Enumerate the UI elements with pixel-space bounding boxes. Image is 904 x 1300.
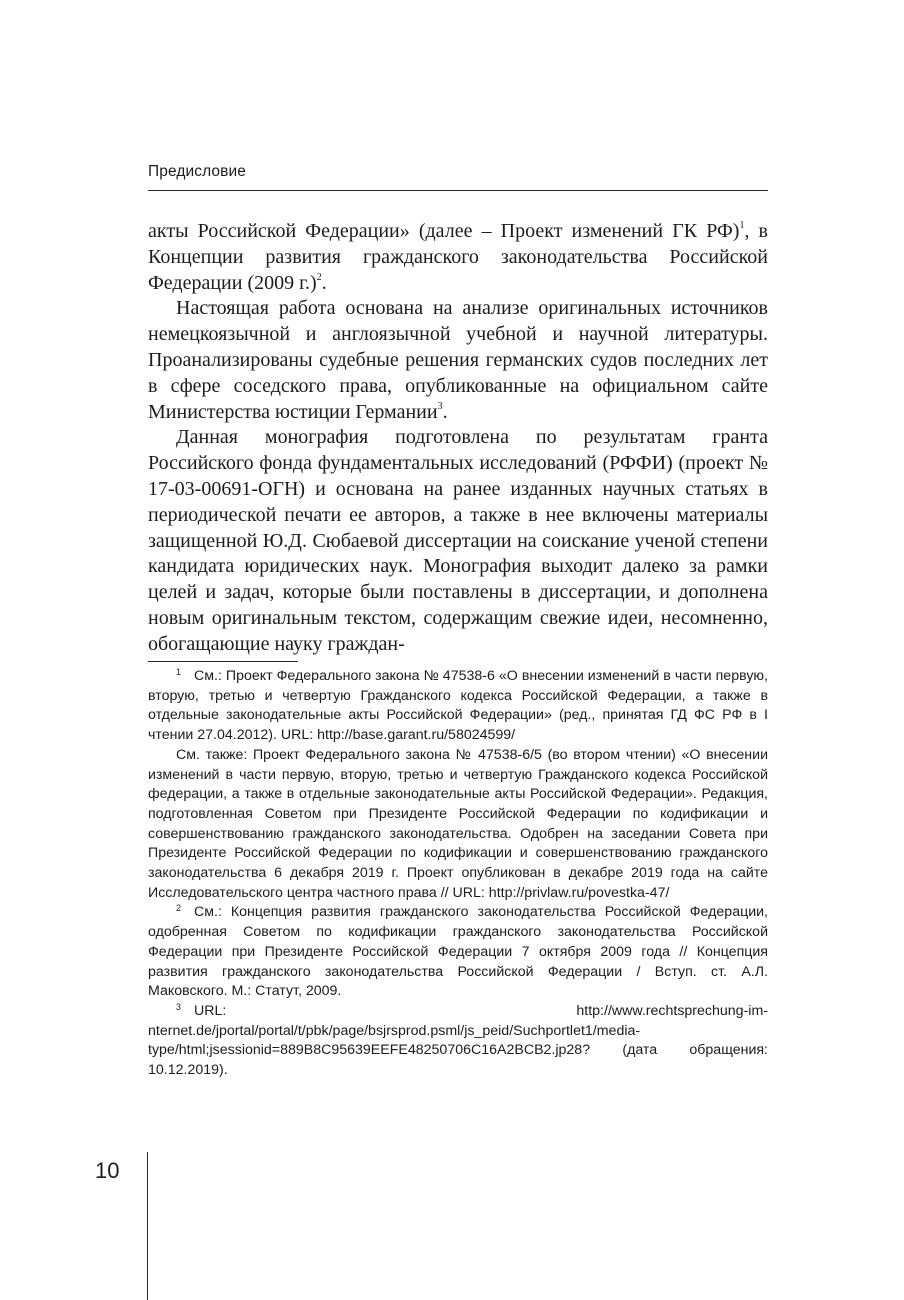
footnote-2: 2 См.: Концепция развития гражданского законодательства Российской Федерации, одобренная Советом по кодификации гражданского законодательства Российской Федерации при Президенте Российской Федерации 7 октября 2009 года // Концепция развития гражданского законодательства Российской Федерации / Вступ. ст. А.Л. Маковского. М.: Статут, 2009. — [148, 903, 768, 1000]
footnote-1-continuation — [148, 746, 768, 904]
page-number: 10 — [95, 1158, 120, 1183]
paragraph-1 — [148, 219, 768, 296]
footnote-ref-3[interactable]: 3 — [437, 400, 443, 412]
footnote-1b-text: См. также: Проект Федерального закона № 47538-6/5 (во втором чтении) «О внесении изменений в части первую, вторую, третью и четвертую Гражданского кодекса Российской федерации, а также в отдельные законодательные акты Российской Федерации». Редакция, подготовленная Советом при Президенте Российской Федерации по кодификации и совершенствованию гражданского законодательства. Одобрен на заседании Совета при Президенте Российской Федерации по кодификации и совершенствованию гражданского законодательства 6 декабря 2019 г. Проект опубликован в декабре 2019 года на сайте Исследовательского центра частного права // URL: http://privlaw.ru/povestka-47/ — [148, 746, 768, 901]
footnote-1-text: См.: Проект Федерального закона № 47538-6 «О внесении изменений в части первую, вторую, третью и четвертую Гражданского кодекса Российской Федерации, а также в отдельные законодательные акты Российской Федерации» (ред., принятая ГД ФС РФ в I чтении 27.04.2012). URL: http://base.garant.ru/58024599/ — [148, 668, 768, 744]
paragraph-3: Данная монография подготовлена по результатам гранта Российского фонда фундаментальных исследований (РФФИ) (проект № 17-03-00691-ОГН) и основана на ранее изданных научных статьях в периодической печати ее авторов, а также в нее включены материалы защищенной Ю.Д. Сюбаевой диссертации на соискание ученой степени кандидата юридических наук. Монография выходит далеко за рамки целей и задач, которые были поставлены в диссертации, и дополнена новым оригинальным текстом, содержащим свежие идеи, несомненно, обогащающие науку граждан- — [148, 426, 768, 655]
header-divider — [148, 190, 768, 191]
footnote-ref-2[interactable]: 2 — [316, 271, 322, 283]
page-margin-rule — [147, 1152, 148, 1300]
footnote-ref-1[interactable]: 1 — [739, 220, 745, 231]
running-title: Предисловие — [148, 163, 246, 180]
footnotes — [148, 667, 768, 1081]
footnote-2-text: См.: Концепция развития гражданского законодательства Российской Федерации, одобренная Советом по кодификации гражданского законодательства Российской Федерации при Президенте Российской Федерации 7 октября 2009 года // Концепция развития гражданского законодательства Российской Федерации / Вступ. ст. А.Л. Маковского. М.: Статут, 2009. — [148, 904, 768, 1000]
paragraph-2-end: . — [442, 400, 448, 423]
paragraph-1-text: акты Российской Федерации» (далее – Проект изменений ГК РФ) — [148, 220, 740, 242]
paragraph-1-end: . — [321, 271, 327, 294]
footnote-1: 1 См.: Проект Федерального закона № 47538-6 «О внесении изменений в части первую, вторую, третью и четвертую Гражданского кодекса Российской Федерации, а также в отдельные законодательные акты Российской Федерации» (ред., принятая ГД ФС РФ в I чтении 27.04.2012). URL: http://base.garant.ru/58024599/ — [148, 667, 768, 744]
main-text — [148, 219, 768, 658]
paragraph-2-text: Настоящая работа основана на анализе оригинальных источников немецкоязычной и англоязычной учебной и научной литературы. Проанализированы судебные решения германских судов последних лет в сфере соседского права, опубликованные на официальном сайте Министерства юстиции Германии — [148, 297, 768, 423]
footnote-3-text: URL: http://www.rechtsprechung-im-nternet.de/jportal/portal/t/pbk/page/bsjrsprod.psml/js_peid/Suchportlet1/media-type/html;jsessionid=889B8C95639EEFE48250706C16A2BCB2.jp28? (дата обращения: 10.12.2019). — [148, 1002, 768, 1079]
paragraph-1-continuation: , в Концепции развития гражданского законодательства Российской Федерации (2009 г.) — [148, 220, 769, 294]
footnote-3: 3 URL: http://www.rechtsprechung-im-nternet.de/jportal/portal/t/pbk/page/bsjrsprod.psml/js_peid/Suchportlet1/media-type/html;jsessionid=889B8C95639EEFE48250706C16A2BCB2.jp28? (дата обращения: 10.12.2019). — [148, 1001, 768, 1079]
footnote-separator — [148, 661, 298, 662]
paragraph-2 — [148, 296, 768, 425]
